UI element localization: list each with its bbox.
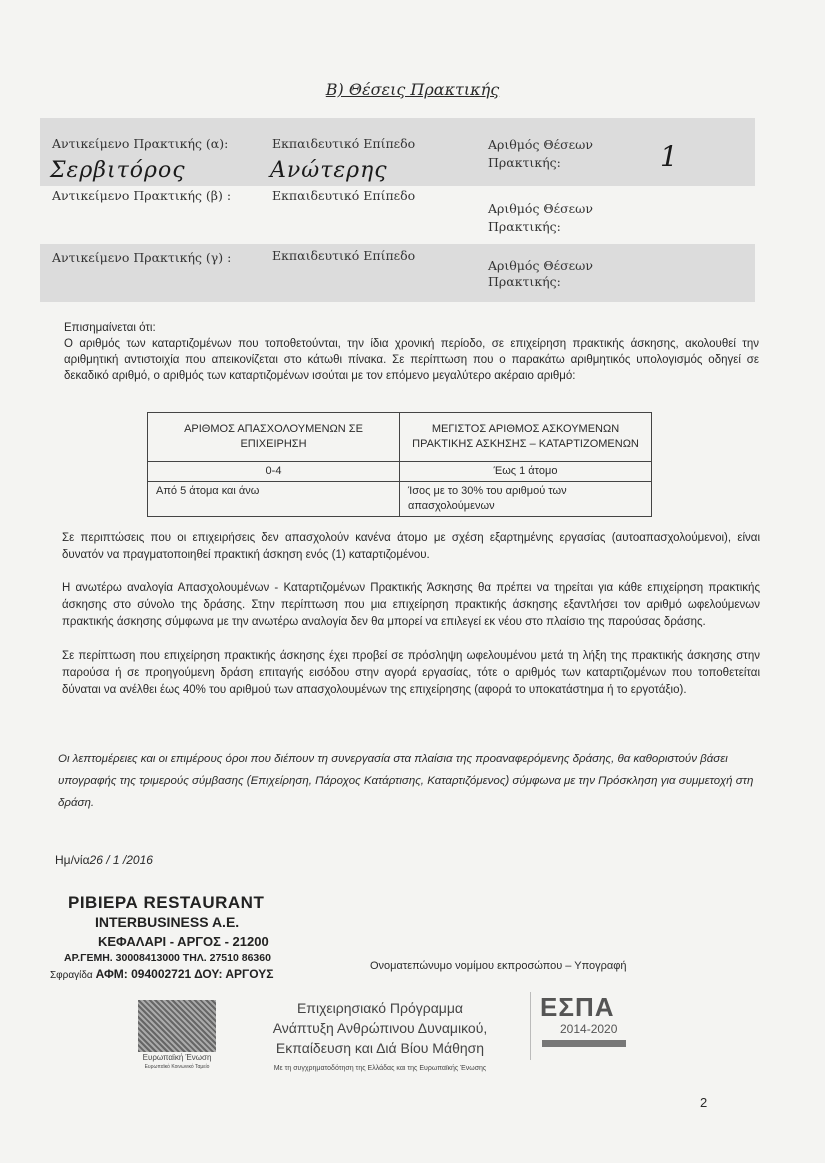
subject-label-a: Αντικείμενο Πρακτικής (α): (52, 136, 229, 151)
stamp-tax-id: ΑΦΜ: 094002721 ΔΟΥ: ΑΡΓΟΥΣ (95, 967, 274, 981)
stamp-line-2: INTERBUSINESS A.E. (95, 914, 240, 930)
level-label-b: Εκπαιδευτικό Επίπεδο (272, 188, 416, 203)
cofund-label: Με τη συγχρηματοδότηση της Ελλάδας και της Ευρωπαϊκής Ένωσης (273, 1065, 487, 1072)
stamp-line-1: ΡΙΒΙΕΡΑ RESTAURANT (68, 893, 265, 912)
table-row (148, 482, 652, 517)
ratio-table (147, 412, 652, 517)
table-header-trainees: ΜΕΓΙΣΤΟΣ ΑΡΙΘΜΟΣ ΑΣΚΟΥΜΕΝΩΝ ΠΡΑΚΤΙΚΗΣ ΑΣΚΗΣΗΣ – ΚΑΤΑΡΤΙΖΟΜΕΝΩΝ (400, 413, 652, 462)
table-cell: 0-4 (148, 462, 400, 482)
stamp-line-4: ΑΡ.ΓΕΜΗ. 30008413000 ΤΗΛ. 27510 86360 (64, 952, 271, 964)
eu-label: Ευρωπαϊκή Ένωση (142, 1053, 212, 1062)
stamp-line-3: ΚΕΦΑΛΑΡΙ - ΑΡΓΟΣ - 21200 (98, 934, 269, 949)
program-line-1: Επιχειρησιακό Πρόγραμμα (296, 1000, 464, 1016)
espa-bar-icon (542, 1040, 626, 1047)
positions-label-c: Αριθμός Θέσεων Πρακτικής: (488, 258, 593, 289)
paragraph-hiring: Σε περίπτωση που επιχείρηση πρακτικής άσκησης έχει προβεί σε πρόσληψη ωφελουμένου μετά τη λήξη της πρακτικής άσκησης στην παρούσα ή σε προηγούμενη δράση επιταγής εισόδου στην αγορά εργασίας, τότε ο αριθμός των καταρτιζομένων που τοποθετείται δύναται να ανέλθει έως 40% του αριθμού των απασχολουμένων της επιχείρησης (αφορά το υποκατάστημα ή το εργοτάξιο). (62, 650, 760, 696)
table-cell: Ίσος με το 30% του αριθμού των απασχολούμενων (400, 482, 652, 517)
section-title: Β) Θέσεις Πρακτικής (325, 80, 500, 99)
paragraph-self-employed: Σε περιπτώσεις που οι επιχειρήσεις δεν απασχολούν κανένα άτομο με σχέση εξαρτημένης εργασίας (αυτοαπασχολούμενοι), είναι δυνατόν να πραγματοποιηθεί πρακτική άσκηση ενός (1) καταρτιζομένου. (62, 532, 760, 561)
footer-divider (530, 992, 531, 1060)
date-value: 26 / 1 /2016 (89, 853, 153, 867)
eu-sub-label: Ευρωπαϊκό Κοινωνικό Ταμείο (144, 1064, 210, 1070)
level-label-c: Εκπαιδευτικό Επίπεδο (272, 248, 416, 263)
table-header-employees: ΑΡΙΘΜΟΣ ΑΠΑΣΧΟΛΟΥΜΕΝΩΝ ΣΕ ΕΠΙΧΕΙΡΗΣΗ (148, 413, 400, 462)
espa-logo (540, 992, 615, 1023)
stamp-prefix: Σφραγίδα (50, 970, 93, 981)
stamp-line-5 (50, 967, 273, 981)
date-line (55, 853, 153, 867)
espa-text: ΕΣΠΑ (540, 992, 615, 1022)
paragraph-ratio: Η ανωτέρω αναλογία Απασχολουμένων - Καταρτιζομένων Πρακτικής Άσκησης θα πρέπει να τηρείται για κάθε επιχείρηση πρακτικής άσκησης στο σύνολο της δράσης. Στην περίπτωση που μια επιχείρηση πρακτικής άσκησης εξαντλήσει τον αριθμό ωφελούμενων πρακτικής άσκησης σύμφωνα με την ανωτέρω αναλογία δεν θα μπορεί να επιλεγεί εκ νέου στο πλαίσιο της παρούσας δράσης. (62, 582, 760, 628)
table-cell: Από 5 άτομα και άνω (148, 482, 400, 517)
eu-flag-icon (138, 1000, 216, 1052)
table-row (148, 462, 652, 482)
table-header-row (148, 413, 652, 462)
subject-label-b: Αντικείμενο Πρακτικής (β) : (52, 188, 232, 203)
paragraph-terms: Οι λεπτομέρειες και οι επιμέρους όροι που διέπουν τη συνεργασία στα πλαίσια της προαναφερόμενης δράσης, θα καθοριστούν βάσει υπογραφής της τριμερούς σύμβασης (Επιχείρηση, Πάροχος Κατάρτισης, Καταρτιζόμενος) σύμφωνα με την Πρόσκληση για συμμετοχή στη δράση. (58, 753, 754, 809)
program-title (240, 998, 520, 1058)
positions-value-a: 1 (660, 140, 679, 173)
signature-label: Ονοματεπώνυμο νομίμου εκπροσώπου – Υπογραφή (370, 960, 627, 972)
level-label-a: Εκπαιδευτικό Επίπεδο (272, 136, 416, 151)
espa-years: 2014-2020 (560, 1022, 618, 1036)
subject-value-a: Σερβιτόρος (50, 158, 186, 183)
positions-label-a: Αριθμός Θέσεων Πρακτικής: (488, 137, 593, 170)
notice-text: Ο αριθμός των καταρτιζομένων που τοποθετούνται, την ίδια χρονική περίοδο, σε επιχείρηση πρακτικής άσκησης, ακολουθεί την αριθμητική αντιστοιχία που απεικονίζεται στο κάτωθι πίνακα. Σε περίπτωση που ο παρακάτω αριθμητικός υπολογισμός οδηγεί σε δεκαδικό αριθμό, ο αριθμός των καταρτιζομένων ισούται με τον επόμενο μεγαλύτερο ακέραιο αριθμό: (64, 338, 759, 382)
positions-label-b: Αριθμός Θέσεων Πρακτικής: (488, 201, 593, 234)
level-value-a: Ανώτερης (270, 158, 388, 183)
program-line-2: Ανάπτυξη Ανθρώπινου Δυναμικού, (272, 1020, 488, 1036)
subject-label-c: Αντικείμενο Πρακτικής (γ) : (52, 250, 232, 265)
date-label: Ημ/νία (55, 853, 90, 867)
page-number: 2 (700, 1095, 708, 1110)
notice-heading: Επισημαίνεται ότι: (64, 322, 156, 334)
program-line-3: Εκπαίδευση και Διά Βίου Μάθηση (275, 1040, 485, 1056)
table-cell: Έως 1 άτομο (400, 462, 652, 482)
